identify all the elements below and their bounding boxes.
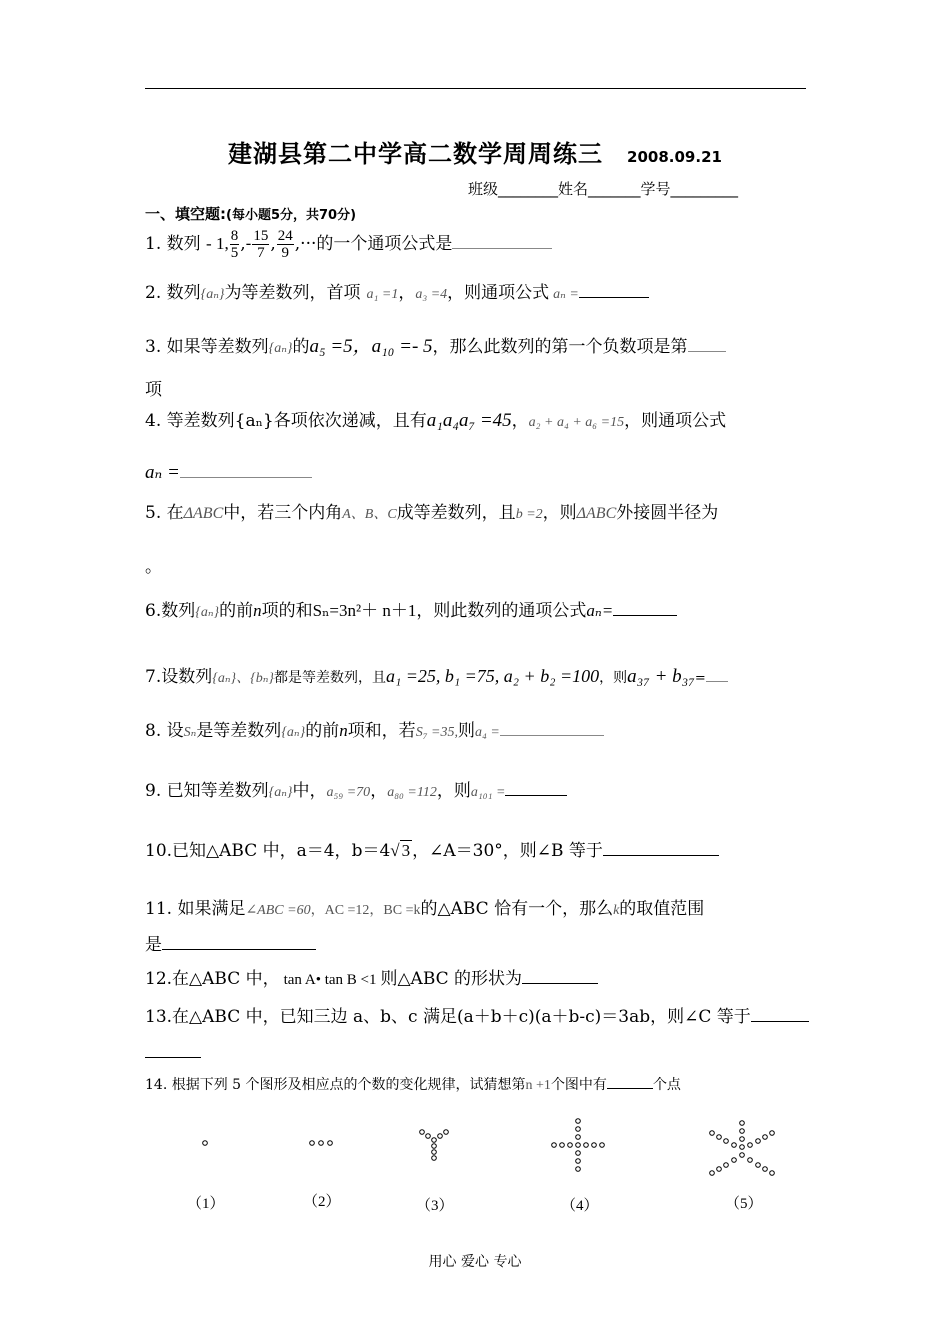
question-4-cont: aₙ =	[145, 460, 312, 484]
figure-caption-3: （3）	[416, 1198, 454, 1214]
question-11-cont: 是	[145, 930, 316, 955]
dot	[444, 1130, 449, 1135]
dot	[432, 1144, 437, 1149]
question-8: 8. 设Sₙ是等差数列{aₙ}的前n项和，若S₇ =35,则a₄ =	[145, 716, 604, 741]
dot	[756, 1139, 761, 1144]
dot	[328, 1141, 333, 1146]
question-13: 13.在△ABC 中，已知三边 a、b、c 满足(a＋b＋c)(a＋b-c)＝3ab，则∠C 等于	[145, 1002, 809, 1027]
dot	[576, 1119, 581, 1124]
dot	[432, 1150, 437, 1155]
answer-blank[interactable]	[162, 932, 316, 950]
figure-caption-2: （2）	[303, 1194, 341, 1210]
answer-blank[interactable]	[603, 838, 719, 856]
question-12: 12.在△ABC 中， tan A• tan B <1 则△ABC 的形状为	[145, 964, 598, 989]
page-footer: 用心 爱心 专心	[428, 1254, 522, 1270]
answer-blank[interactable]	[452, 231, 552, 249]
dot	[770, 1131, 775, 1136]
dot	[584, 1143, 589, 1148]
dot	[319, 1141, 324, 1146]
dot	[576, 1143, 581, 1148]
question-3: 3. 如果等差数列{aₙ}的a₅ =5，a₁₀ =- 5，那么此数列的第一个负数项是第	[145, 331, 726, 358]
dot	[770, 1171, 775, 1176]
figure-caption-1: （1）	[187, 1196, 225, 1212]
dot	[552, 1143, 557, 1148]
dot	[748, 1158, 753, 1163]
dot	[724, 1139, 729, 1144]
dot	[426, 1134, 431, 1139]
question-13-cont	[145, 1040, 201, 1063]
section-title: 一、填空题:(每小题5分，共70分)	[145, 205, 357, 223]
dot	[576, 1135, 581, 1140]
figure-caption-4: （4）	[561, 1198, 599, 1214]
answer-blank[interactable]	[607, 1074, 653, 1089]
question-2: 2. 数列{aₙ}为等差数列，首项 a₁ =1，a₃ =4，则通项公式 aₙ =	[145, 278, 649, 303]
fraction: $\frac{24}{9}$	[277, 228, 293, 261]
dot	[756, 1163, 761, 1168]
answer-blank[interactable]	[613, 598, 677, 616]
question-11: 11. 如果满足∠ABC =60，AC =12，BC =k的△ABC 恰有一个，那么k的取值范围	[145, 899, 705, 919]
answer-blank[interactable]	[688, 334, 726, 352]
dot	[560, 1143, 565, 1148]
fraction: $\frac{15}{7}$	[253, 228, 269, 261]
dot-figures-svg	[145, 1110, 806, 1190]
dot	[732, 1143, 737, 1148]
class-name-id-line: 班级________姓名_______学号_________	[468, 180, 739, 198]
dot	[740, 1121, 745, 1126]
dot	[710, 1171, 715, 1176]
page-title	[0, 134, 950, 169]
answer-blank[interactable]	[751, 1004, 809, 1022]
question-1: 1. 数列 - 1, $\frac{8}{5}$ ,- $\frac{15}{7}$ , $\frac{24}{9}$ ,···的一个通项公式是	[145, 228, 552, 261]
dot	[763, 1135, 768, 1140]
dot	[732, 1158, 737, 1163]
square-root: √ 3	[390, 841, 411, 860]
dot	[763, 1167, 768, 1172]
dot	[576, 1159, 581, 1164]
answer-blank[interactable]	[579, 280, 649, 298]
dot	[310, 1141, 315, 1146]
question-3-cont: 项	[145, 380, 162, 400]
figure-caption-5: （5）	[725, 1196, 763, 1212]
dot	[592, 1143, 597, 1148]
dot	[420, 1130, 425, 1135]
question-5-cont: 。	[145, 557, 162, 577]
header-rule	[145, 88, 806, 89]
dot	[576, 1151, 581, 1156]
section-note: (每小题5分，共70分)	[226, 208, 357, 223]
dot	[432, 1156, 437, 1161]
answer-blank[interactable]	[180, 460, 312, 478]
dot	[576, 1167, 581, 1172]
question-5: 5. 在ΔABC中，若三个内角A、B、C成等差数列，且b =2，则ΔABC外接圆半径为	[145, 503, 719, 523]
dot	[203, 1141, 208, 1146]
question-14: 14. 根据下列 5 个图形及相应点的个数的变化规律，试猜想第n +1个图中有 个点	[145, 1074, 681, 1094]
dot	[568, 1143, 573, 1148]
fraction: $\frac{8}{5}$	[230, 228, 239, 261]
dot	[432, 1138, 437, 1143]
question-10: 10.已知△ABC 中，a＝4，b＝4√ 3 ，∠A＝30°，则∠B 等于	[145, 836, 719, 861]
answer-blank[interactable]	[505, 778, 567, 796]
answer-blank[interactable]	[522, 966, 598, 984]
answer-blank[interactable]	[145, 1040, 201, 1058]
dot	[748, 1143, 753, 1148]
dot	[740, 1153, 745, 1158]
question-9: 9. 已知等差数列{aₙ}中，a₅₉ =70，a₈₀ =112，则a₁₀₁ =	[145, 776, 567, 801]
dot	[438, 1134, 443, 1139]
dot	[740, 1145, 745, 1150]
question-4: 4. 等差数列{aₙ}各项依次递减，且有a₁a₄a₇ =45，a₂ + a₄ + a₆ =15，则通项公式	[145, 410, 727, 431]
dot	[740, 1137, 745, 1142]
title-text: 建湖县第二中学高二数学周周练三	[228, 140, 604, 168]
dot-pattern-figures	[145, 1110, 806, 1220]
answer-blank[interactable]	[500, 718, 604, 736]
dot	[576, 1127, 581, 1132]
question-6: 6.数列{aₙ}的前n项的和Sₙ=3n²＋ n＋1，则此数列的通项公式aₙ=	[145, 596, 677, 621]
answer-blank[interactable]	[706, 664, 728, 682]
dot	[600, 1143, 605, 1148]
dot	[724, 1163, 729, 1168]
dot	[740, 1129, 745, 1134]
dot	[717, 1167, 722, 1172]
question-7: 7.设数列{aₙ}、{bₙ}都是等差数列，且a₁ =25, b₁ =75, a₂ + b₂ =100，则a₃₇ + b₃₇=	[145, 662, 728, 688]
title-date: 2008.09.21	[627, 148, 722, 166]
dot	[710, 1131, 715, 1136]
dot	[717, 1135, 722, 1140]
